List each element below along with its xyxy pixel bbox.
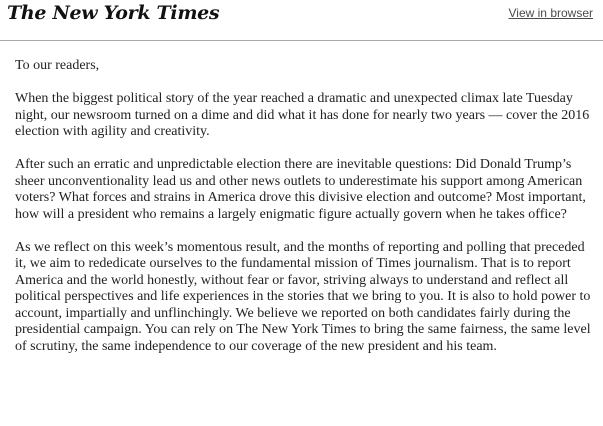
letter-greeting: To our readers, — [15, 58, 100, 73]
letter-paragraph-1: When the biggest political story of the year reached a dramatic and unexpected climax late Tuesday night, our newsroom turned on a dime and did what it has done for nearly two years — cover the 2016 election with agility and creativity. — [15, 91, 590, 139]
nyt-logo: The New York Times — [7, 2, 220, 24]
letter-paragraph-2: After such an erratic and unpredictable election there are inevitable questions: Did Donald Trump’s sheer unconventionality lead us and other news outlets to underestimate his support among American voters? What forces and strains in America drove this divisive election and outcome? Most important, how will a president who remains a largely enigmatic figure actually govern when he takes office? — [15, 157, 586, 222]
letter-body — [15, 58, 595, 372]
bottom-fade — [0, 412, 603, 426]
header-divider — [0, 40, 603, 41]
view-in-browser-link[interactable]: View in browser — [508, 6, 593, 20]
letter-paragraph-3: As we reflect on this week’s momentous result, and the months of reporting and polling that preceded it, we aim to rededicate ourselves to the fundamental mission of Times journalism. That is to report America and the world honestly, without fear or favor, striving always to understand and reflect all political perspectives and life experiences in the stories that we bring to you. It is also to hold power to account, impartially and unflinchingly. We believe we reported on both candidates fairly during the presidential campaign. You can rely on The New York Times to bring the same fairness, the same level of scrutiny, the same independence to our coverage of the new president and his team. — [15, 239, 591, 354]
email-header — [0, 0, 603, 40]
